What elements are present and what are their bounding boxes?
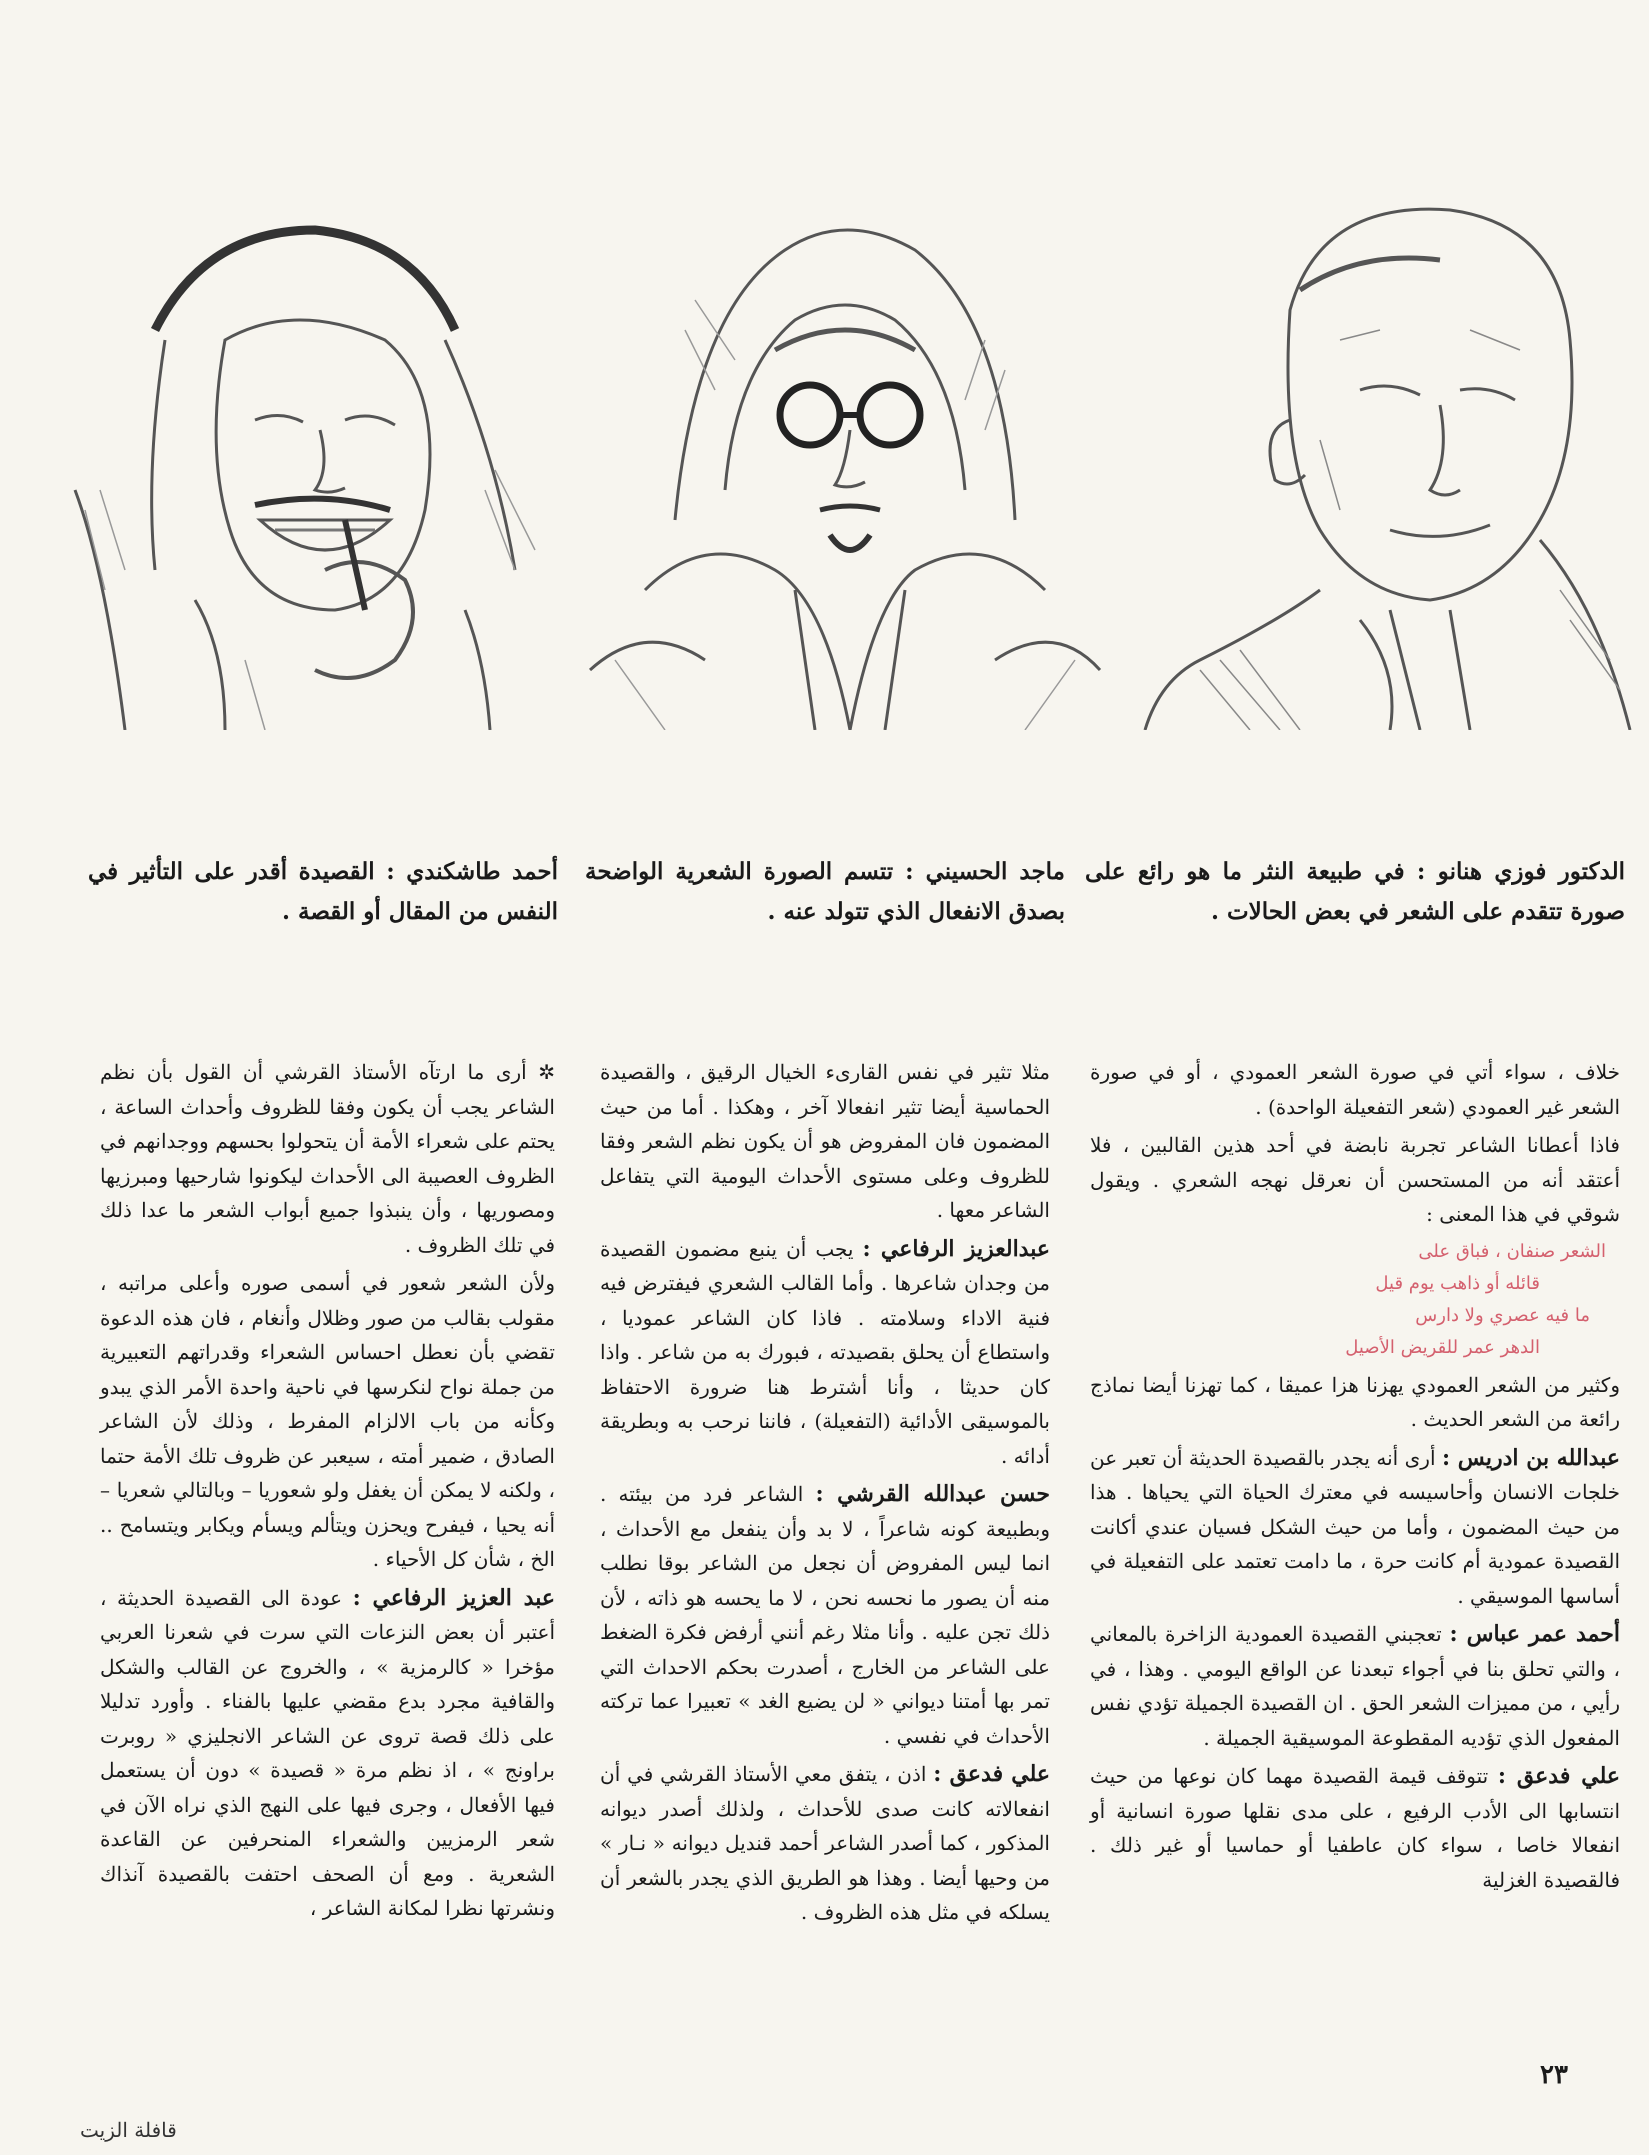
- paragraph-text: يجب أن ينبع مضمون القصيدة من وجدان شاعرها . وأما القالب الشعري فيفترض فيه فنية الاداء وسلامته . فاذا كان الشاعر عموديا ، واستطاع أن يحلق بقصيدته ، فبورك به من شاعر . واذا كان حديثا ، وأنا أشترط هنا ضرورة الاحتفاظ بالموسيقى الأدائية (التفعيلة) ، فاننا نرحب به وبطريقة أدائه .: [600, 1236, 1050, 1468]
- verse-line: الشعر صنفان ، فباق على: [1418, 1240, 1606, 1262]
- article-column-middle: [600, 1055, 1050, 1934]
- verse-line: قائله أو ذاهب يوم قيل: [1375, 1272, 1540, 1294]
- paragraph: [1090, 1759, 1620, 1897]
- speaker-name: علي فدعق :: [1497, 1763, 1620, 1789]
- paragraph: ولأن الشعر شعور في أسمى صوره وأعلى مراتبه ، مقولب بقالب من صور وظلال وأنغام ، فان هذه الدعوة تقضي بأن نعطل احساس الشعراء وقدراتهم التعبيرية من جملة نواح لنكرسها في ناحية واحدة الأمر الذي يبدو وكأنه من باب الالزام المفرط ، وذلك لأن الشاعر الصادق ، ضمير أمته ، سيعبر عن ظروف تلك الأمة حتما ، ولكنه لا يمكن أن يغفل ولو شعوريا – وبالتالي شعريا – أنه يحيا ، فيفرح ويحزن ويتألم ويسأم ويكابر ويتسامح .. الخ ، شأن كل الأحياء .: [100, 1271, 555, 1571]
- page-number: ٢٣: [1540, 2060, 1568, 2090]
- paragraph: [100, 1581, 555, 1926]
- paragraph: وكثير من الشعر العمودي يهزنا هزا عميقا ، كما تهزنا أيضا نماذج رائعة من الشعر الحديث .: [1090, 1372, 1620, 1431]
- verse-line: ما فيه عصري ولا دارس: [1415, 1304, 1590, 1326]
- paragraph: خلاف ، سواء أتي في صورة الشعر العمودي ، أو في صورة الشعر غير العمودي (شعر التفعيلة الواحدة) .: [1090, 1060, 1620, 1119]
- caption-ahmad-tashkandi: [88, 852, 558, 932]
- magazine-name: قافلة الزيت: [80, 2118, 177, 2142]
- paragraph: فاذا أعطانا الشاعر تجربة نابضة في أحد هذين القالبين ، فلا أعتقد أنه من المستحسن أن نعرقل نهجه الشعري . ويقول شوقي في هذا المعنى :: [1090, 1133, 1620, 1226]
- speaker-name: أحمد عمر عباس :: [1449, 1621, 1620, 1647]
- caption-name: ماجد الحسيني :: [905, 858, 1065, 885]
- paragraph-text: اذن ، يتفق معي الأستاذ القرشي في أن انفعالاته كانت صدى للأحداث ، ولذلك أصدر ديوانه المذكور ، كما أصدر الشاعر أحمد قنديل ديوانه « نـار » من وحيها أيضا . وهذا هو الطريق الذي يجدر بالشعر أن يسلكه في مثل هذه الظروف .: [600, 1762, 1050, 1924]
- speaker-name: عبدالعزيز الرفاعي :: [862, 1235, 1050, 1262]
- caption-text: القصيدة أقدر على التأثير في النفس من المقال أو القصة .: [88, 858, 558, 925]
- portrait-fawzi-hanano: [1140, 190, 1635, 730]
- caption-name: أحمد طاشكندي :: [386, 858, 558, 885]
- verse-line: الدهر عمر للقريض الأصيل: [1345, 1336, 1540, 1358]
- paragraph: مثلا تثير في نفس القارىء الخيال الرقيق ، والقصيدة الحماسية أيضا تثير انفعالا آخر ، وهكذا . أما من حيث المضمون فان المفروض هو أن يكون نظم الشعر وفقا للظروف وعلى مستوى الأحداث اليومية التي يتفاعل الشاعر معها .: [600, 1060, 1050, 1222]
- speaker-name: عبد العزيز الرفاعي :: [352, 1584, 555, 1611]
- paragraph: [600, 1477, 1050, 1753]
- paragraph: ✲ أرى ما ارتآه الأستاذ القرشي أن القول بأن نظم الشاعر يجب أن يكون وفقا للظروف وأحداث الساعة ، يحتم على شعراء الأمة أن يتحولوا بحسهم ووجدانهم في الظروف العصيبة الى الأحداث ليكونوا شارحيها ومبرزيها ومصوريها ، وأن ينبذوا جميع أبواب الشعر ما عدا ذلك في تلك الظروف .: [100, 1060, 555, 1257]
- article-column-right: [1090, 1055, 1620, 1901]
- portrait-majed-alhusseini: [585, 190, 1105, 730]
- poem-verse: [1090, 1236, 1620, 1364]
- caption-text: تتسم الصورة الشعرية الواضحة بصدق الانفعال الذي تتولد عنه .: [585, 858, 1065, 925]
- paragraph: [600, 1232, 1050, 1474]
- caption-name: الدكتور فوزي هنانو :: [1416, 858, 1625, 885]
- speaker-name: علي فدعق :: [933, 1761, 1051, 1787]
- speaker-name: حسن عبدالله القرشي :: [815, 1481, 1050, 1507]
- caption-text: في طبيعة النثر ما هو رائع على صورة تتقدم على الشعر في بعض الحالات .: [1085, 858, 1625, 925]
- paragraph-text: تتوقف قيمة القصيدة مهما كان نوعها من حيث انتسابها الى الأدب الرفيع ، على مدى نقلها صورة انسانية أو انفعالا خاصا ، سواء كان عاطفيا أو حماسيا أو غير ذلك . فالقصيدة الغزلية: [1090, 1764, 1620, 1892]
- paragraph-text: الشاعر فرد من بيئته . وبطبيعة كونه شاعراً ، لا بد وأن ينفعل مع الأحداث ، انما ليس المفروض أن نجعل من الشاعر بوقا نطلب منه أن يصور ما نحسه نحن ، لا ما يحسه هو ذاته ، لأن ذلك تجن عليه . وأنا مثلا رغم أنني أرفض فكرة الضغط على الشاعر من الخارج ، أصدرت بحكم الاحداث التي تمر بها أمتنا ديواني « لن يضيع الغد » تعبيرا عما تركته الأحداث في نفسي .: [600, 1482, 1050, 1748]
- paragraph-text: أرى أنه يجدر بالقصيدة الحديثة أن تعبر عن خلجات الانسان وأحاسيسه في معترك الحياة التي يحياها . هذا من حيث المضمون ، وأما من حيث الشكل فسيان عندي أكانت القصيدة عمودية أم كانت حرة ، ما دامت تعتمد على التفعيلة في أساسها الموسيقي .: [1090, 1445, 1620, 1608]
- paragraph-text: تعجبني القصيدة العمودية الزاخرة بالمعاني ، والتي تحلق بنا في أجواء تبعدنا عن الواقع اليومي . وهذا ، في رأيي ، من مميزات الشعر الحق . ان القصيدة الجميلة تؤدي نفس المفعول الذي تؤديه المقطوعة الموسيقية الجميلة .: [1090, 1622, 1620, 1750]
- speaker-name: عبدالله بن ادريس :: [1441, 1444, 1620, 1471]
- paragraph: [1090, 1617, 1620, 1755]
- paragraph: [1090, 1441, 1620, 1614]
- portrait-ahmad-tashkandi: [45, 190, 555, 730]
- caption-fawzi-hanano: [1085, 852, 1625, 932]
- caption-majed-alhusseini: [585, 852, 1065, 932]
- paragraph-text: عودة الى القصيدة الحديثة ، أعتبر أن بعض النزعات التي سرت في شعرنا العربي مؤخرا « كالرمزية » ، والخروج عن القالب والشكل والقافية مجرد بدع مقضي عليها بالفناء . وأورد تدليلا على ذلك قصة تروى عن الشاعر الانجليزي « روبرت براونج » ، اذ نظم مرة « قصيدة » دون أن يستعمل فيها الأفعال ، وجرى فيها على النهج الذي نراه الآن في شعر الرمزيين والشعراء المنحرفين عن القاعدة الشعرية . ومع أن الصحف احتفت بالقصيدة آنذاك ونشرتها نظرا لمكانة الشاعر ،: [100, 1585, 555, 1920]
- article-column-left: [100, 1055, 555, 1930]
- paragraph: [600, 1757, 1050, 1930]
